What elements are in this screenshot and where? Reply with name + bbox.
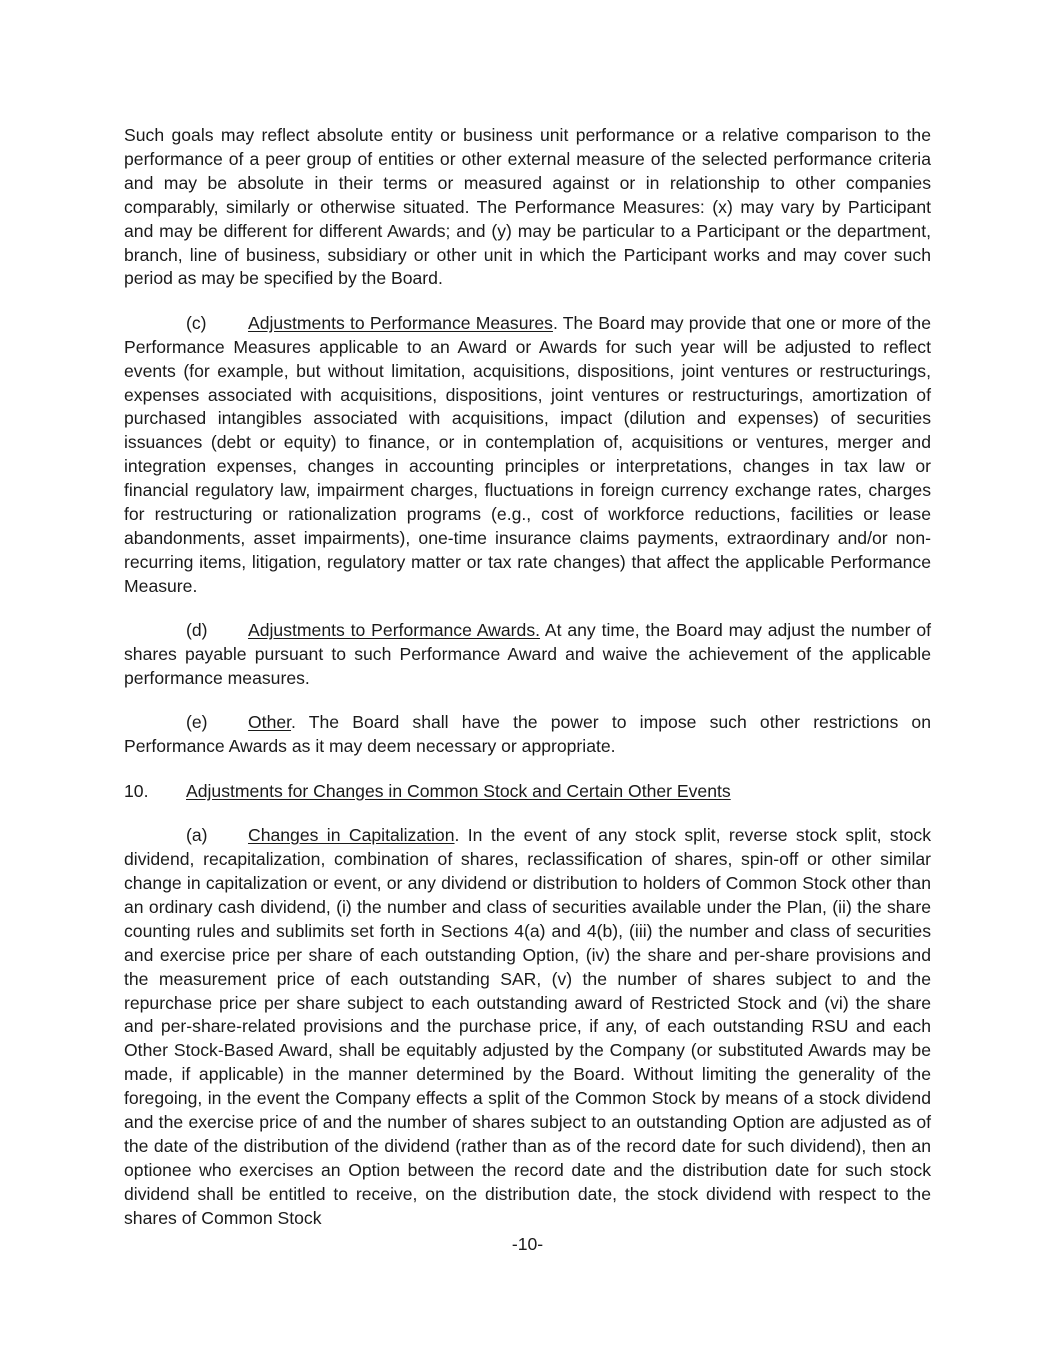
page-number: -10- — [511, 1234, 544, 1254]
section-title: Adjustments for Changes in Common Stock and Certain Other Events — [186, 780, 731, 801]
paragraph-d-adjustments-awards — [124, 619, 931, 691]
clause-title: Adjustments to Performance Measures — [248, 312, 553, 333]
clause-label: (d) — [186, 620, 208, 641]
clause-label: (c) — [186, 312, 207, 333]
clause-title: Adjustments to Performance Awards. — [248, 620, 541, 641]
paragraph-performance-goals — [124, 124, 931, 291]
section-heading-10 — [124, 780, 931, 804]
paragraph-c-adjustments-measures — [124, 312, 931, 599]
paragraph-text: Such goals may reflect absolute entity or business unit performance or a relative comparison to the performance of a peer group of entities or other external measure of the selected performance criteria and may be absolute in their terms or measured against or in relationship to other companies comparably, similarly or otherwise situated. The Performance Measures: (x) may vary by Participant and may be different for different Awards; and (y) may be particular to a Participant or the department, branch, line of business, subsidiary or other unit in which the Participant works and may cover such period as may be specified by the Board. — [124, 125, 931, 289]
clause-label: (e) — [186, 712, 208, 733]
document-body — [124, 124, 931, 1251]
paragraph-text: . The Board shall have the power to impose such other restrictions on Performance Awards as it may deem necessary or appropriate. — [124, 712, 931, 757]
paragraph-text: . The Board may provide that one or more of the Performance Measures applicable to an Award or Awards for such year will be adjusted to reflect events (for example, but without limitation, acquisitions, dispositions, joint ventures or restructurings, expenses associated with acquisitions, dispositions, joint ventures or restructurings, amortization of purchased intangibles associated with acquisitions, impact (dilution and expenses) of securities issuances (debt or equity) to finance, or in contemplation of, acquisitions or ventures, merger and integration expenses, changes in accounting principles or interpretations, changes in tax law or financial regulatory law, impairment charges, fluctuations in foreign currency exchange rates, charges for restructuring or rationalization programs (e.g., cost of workforce reductions, facilities or lease abandonments, asset impairments), one-time insurance claims payments, extraordinary and/or non-recurring items, litigation, regulatory matter or tax rate changes) that affect the applicable Performance Measure. — [124, 312, 931, 596]
clause-label: (a) — [186, 825, 208, 846]
paragraph-a-changes-capitalization — [124, 824, 931, 1230]
paragraph-text: At any time, the Board may adjust the number of shares payable pursuant to such Performance Award and waive the achievement of the applicable performance measures. — [124, 620, 931, 689]
clause-title: Changes in Capitalization — [248, 825, 455, 846]
section-number: 10. — [124, 780, 149, 801]
paragraph-text: . In the event of any stock split, reverse stock split, stock dividend, recapitalization, combination of shares, reclassification of shares, spin-off or other similar change in capitalization or event, or any dividend or distribution to holders of Common Stock other than an ordinary cash dividend, (i) the number and class of securities available under the Plan, (ii) the share counting rules and sublimits set forth in Sections 4(a) and 4(b), (iii) the number and class of securities and exercise price per share of each outstanding Option, (iv) the share and per-share provisions and the measurement price of each outstanding SAR, (v) the number of shares subject to and the repurchase price per share subject to each outstanding award of Restricted Stock and (vi) the share and per-share-related provisions and the purchase price, if any, of each outstanding RSU and each Other Stock-Based Award, shall be equitably adjusted by the Company (or substituted Awards may be made, if applicable) in the manner determined by the Board. Without limiting the generality of the foregoing, in the event the Company effects a split of the Common Stock by means of a stock dividend and the exercise price of and the number of shares subject to an outstanding Option are adjusted as of the date of the distribution of the dividend (rather than as of the record date for such dividend), then an optionee who exercises an Option between the record date and the distribution date for such stock dividend shall be entitled to receive, on the distribution date, the stock dividend with respect to the shares of Common Stock — [124, 825, 931, 1228]
clause-title: Other — [248, 712, 292, 733]
paragraph-e-other — [124, 711, 931, 759]
